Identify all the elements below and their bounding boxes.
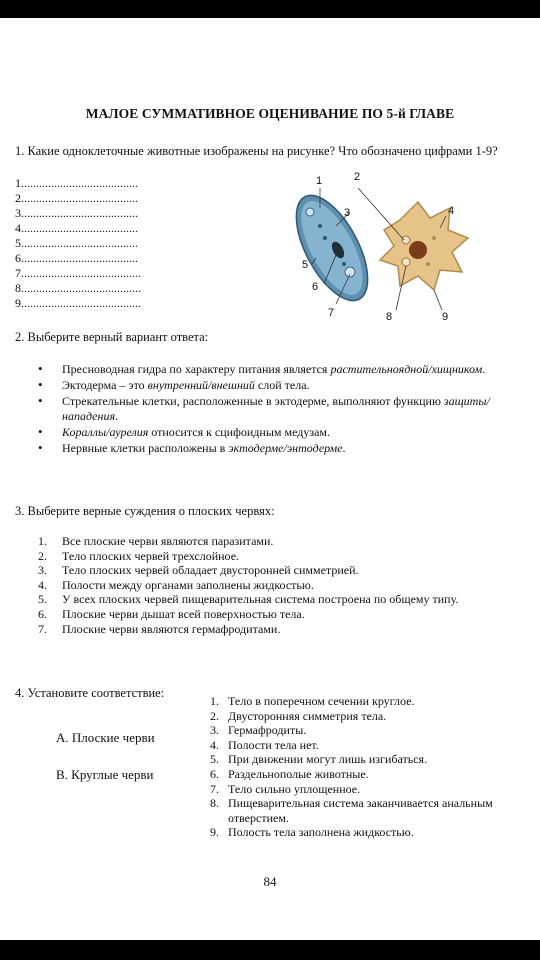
list-item: 2. Двусторонняя симметрия тела. xyxy=(210,708,387,723)
list-item: • Кораллы/аурелия относится к сцифоидным медузам. xyxy=(38,425,508,440)
figure-label: 1 xyxy=(316,175,323,187)
list-item: 5. У всех плоских червей пищеварительная система построена по общему типу. xyxy=(38,592,459,607)
figure-label: 9 xyxy=(442,311,449,323)
blank-line: 7........................................ xyxy=(15,266,141,280)
list-item: • Нервные клетки расположены в эктодерме/энтодерме. xyxy=(38,441,508,456)
figure-label: 7 xyxy=(328,307,335,319)
figure-label: 2 xyxy=(354,171,361,183)
list-item: 6. Плоские черви дышат всей поверхностью тела. xyxy=(38,606,305,621)
list-item: • Эктодерма – это внутренний/внешний слой тела. xyxy=(38,378,508,393)
blank-line: 2....................................... xyxy=(15,191,138,205)
list-item: 6. Раздельнополые животные. xyxy=(210,766,369,781)
question-2-options xyxy=(38,362,508,457)
blank-line: 3....................................... xyxy=(15,206,138,220)
list-item: 4. Полости тела нет. xyxy=(210,737,319,752)
list-item: 7. Тело сильно уплощенное. xyxy=(210,781,361,796)
list-item: • Пресноводная гидра по характеру питания является растительноядной/хищником. xyxy=(38,362,508,377)
list-item: 3. Гермафродиты. xyxy=(210,723,307,738)
protozoa-figure xyxy=(280,168,480,328)
worksheet-page xyxy=(0,18,540,940)
list-item: 9. Полость тела заполнена жидкостью. xyxy=(210,825,414,840)
list-item: 3. Тело плоских червей обладает двусторонней симметрией. xyxy=(38,563,359,578)
blank-line: 4....................................... xyxy=(15,221,138,235)
match-option-b: В. Круглые черви xyxy=(56,767,154,782)
blank-line: 5....................................... xyxy=(15,236,138,250)
list-item: 8. Пищеварительная система заканчивается анальным отверстием. xyxy=(210,796,493,825)
figure-label: 3 xyxy=(344,207,351,219)
list-item: 7. Плоские черви являются гермафродитами. xyxy=(38,621,281,636)
question-4-features xyxy=(210,694,510,840)
blank-line: 8........................................ xyxy=(15,281,141,295)
blank-line: 6....................................... xyxy=(15,251,138,265)
list-item: 1. Все плоские черви являются паразитами. xyxy=(38,534,274,548)
question-1: 1. Какие одноклеточные животные изображены на рисунке? Что обозначено цифрами 1-9? xyxy=(15,144,498,158)
figure-label: 4 xyxy=(448,205,455,217)
figure-label: 5 xyxy=(302,259,309,271)
figure-label: 8 xyxy=(386,311,393,323)
question-3: 3. Выберите верные суждения о плоских червях: xyxy=(15,504,275,518)
answer-blanks xyxy=(15,176,141,311)
blank-line: 1....................................... xyxy=(15,176,138,190)
bottom-black-bar xyxy=(0,940,540,960)
question-2: 2. Выберите верный вариант ответа: xyxy=(15,330,209,344)
figure-label: 6 xyxy=(312,281,319,293)
paramecium-illustration xyxy=(282,185,382,312)
list-item: 1. Тело в поперечном сечении круглое. xyxy=(210,694,415,708)
list-item: • Стрекательные клетки, расположенные в эктодерме, выполняют функцию защиты/нападения. xyxy=(38,394,508,424)
top-black-bar xyxy=(0,0,540,18)
list-item: 5. При движении могут лишь изгибаться. xyxy=(210,752,428,767)
amoeba-illustration xyxy=(380,202,468,290)
list-item: 2. Тело плоских червей трехслойное. xyxy=(38,548,240,563)
page-number: 84 xyxy=(263,874,277,889)
question-4: 4. Установите соответствие: xyxy=(15,686,165,700)
question-3-statements xyxy=(38,534,498,636)
match-option-a: А. Плоские черви xyxy=(56,730,155,745)
page-title: МАЛОЕ СУММАТИВНОЕ ОЦЕНИВАНИЕ ПО 5-й ГЛАВЕ xyxy=(85,106,455,121)
blank-line: 9........................................ xyxy=(15,296,141,310)
list-item: 4. Полости между органами заполнены жидкостью. xyxy=(38,577,314,592)
